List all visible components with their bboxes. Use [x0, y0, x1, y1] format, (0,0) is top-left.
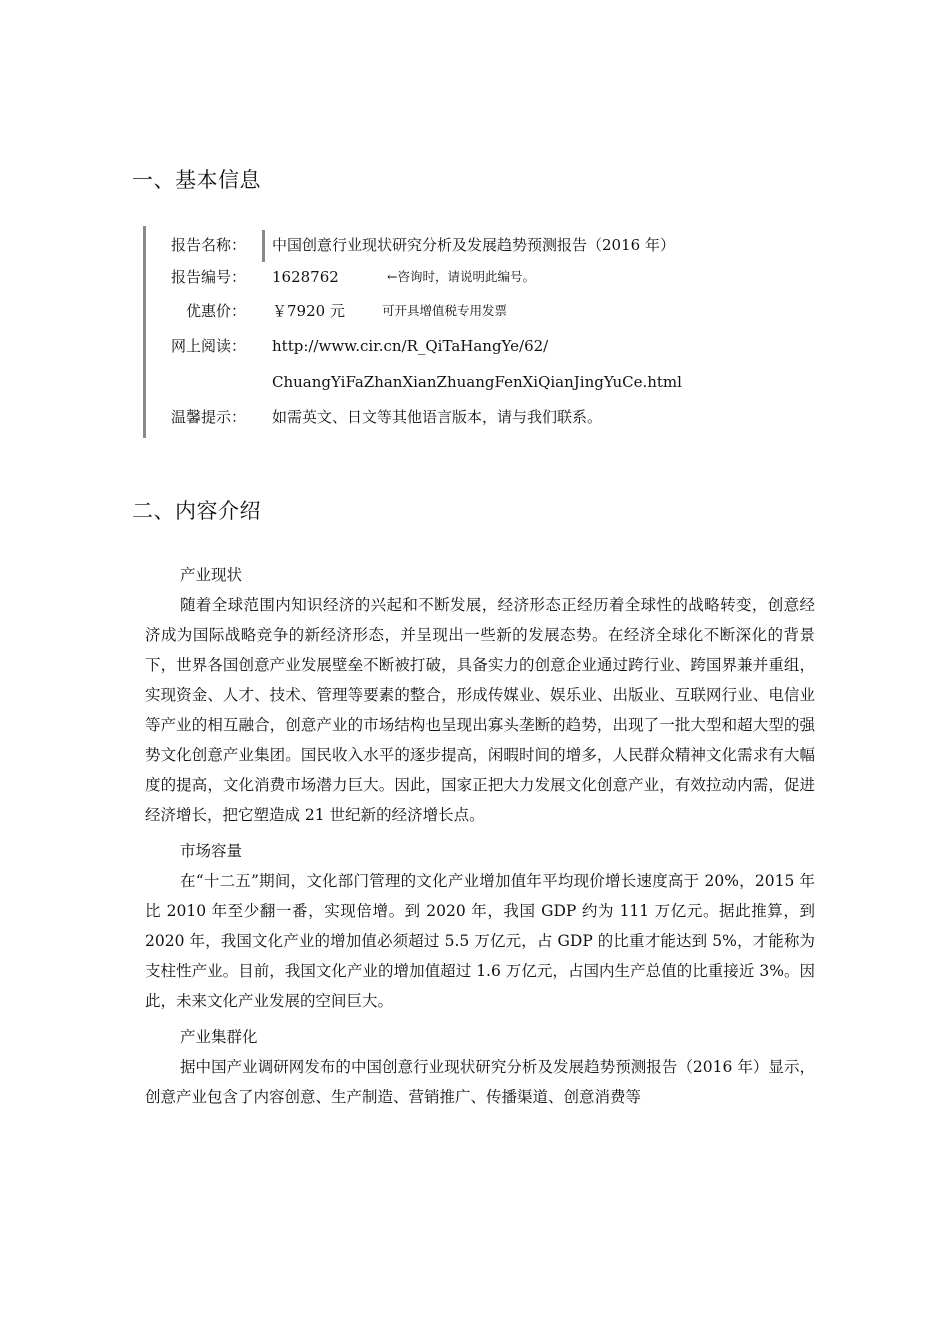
url-line-1[interactable]: http://www.cir.cn/R_QiTaHangYe/62/ — [272, 337, 549, 355]
url-label: 网上阅读： — [170, 337, 246, 355]
url-line-2[interactable]: ChuangYiFaZhanXianZhuangFenXiQianJingYuCe.html — [272, 373, 682, 391]
price-note: 可开具增值税专用发票 — [382, 303, 508, 318]
section-title-basic-info: 一、基本信息 — [132, 168, 261, 192]
name-label: 报告名称： — [170, 236, 246, 254]
content-body — [145, 560, 815, 1118]
tip-value: 如需英文、日文等其他语言版本，请与我们联系。 — [272, 408, 603, 426]
info-box — [143, 226, 746, 438]
tip-label: 温馨提示： — [170, 408, 246, 426]
code-label: 报告编号： — [170, 268, 246, 286]
price-value: ￥7920 元 — [272, 302, 345, 320]
subheading-market-capacity: 市场容量 — [180, 842, 243, 860]
code-value: 1628762 — [272, 268, 339, 286]
name-value: 中国创意行业现状研究分析及发展趋势预测报告（2016 年） — [272, 236, 675, 254]
price-label: 优惠价： — [185, 302, 246, 320]
value-marker — [262, 230, 265, 262]
subheading-industry-status: 产业现状 — [180, 566, 243, 584]
section-title-content: 二、内容介绍 — [132, 499, 261, 523]
paragraph-market-capacity: 在“十二五”期间，文化部门管理的文化产业增加值年平均现价增长速度高于 20%，2015 年比 2010 年至少翻一番，实现倍增。到 2020 年，我国 GDP 约为 111 万亿元。据此推算，到 2020 年，我国文化产业的增加值必须超过 5.5 万亿元，占 GDP 的比重才能达到 5%，才能称为支柱性产业。目前，我国文化产业的增加值超过 1.6 万亿元，占国内生产总值的比重接近 3%。因此，未来文化产业发展的空间巨大。 — [145, 872, 815, 1010]
code-note: ←咨询时，请说明此编号。 — [387, 269, 535, 284]
subheading-clustering: 产业集群化 — [180, 1028, 258, 1046]
paragraph-industry-status: 随着全球范围内知识经济的兴起和不断发展，经济形态正经历着全球性的战略转变，创意经济成为国际战略竞争的新经济形态，并呈现出一些新的发展态势。在经济全球化不断深化的背景下，世界各国创意产业发展壁垒不断被打破，具备实力的创意企业通过跨行业、跨国界兼并重组，实现资金、人才、技术、管理等要素的整合，形成传媒业、娱乐业、出版业、互联网行业、电信业等产业的相互融合，创意产业的市场结构也呈现出寡头垄断的趋势，出现了一批大型和超大型的强势文化创意产业集团。国民收入水平的逐步提高，闲暇时间的增多，人民群众精神文化需求有大幅度的提高，文化消费市场潜力巨大。因此，国家正把大力发展文化创意产业，有效拉动内需，促进经济增长，把它塑造成 21 世纪新的经济增长点。 — [145, 596, 815, 824]
paragraph-clustering: 据中国产业调研网发布的中国创意行业现状研究分析及发展趋势预测报告（2016 年）显示，创意产业包含了内容创意、生产制造、营销推广、传播渠道、创意消费等 — [145, 1058, 815, 1106]
